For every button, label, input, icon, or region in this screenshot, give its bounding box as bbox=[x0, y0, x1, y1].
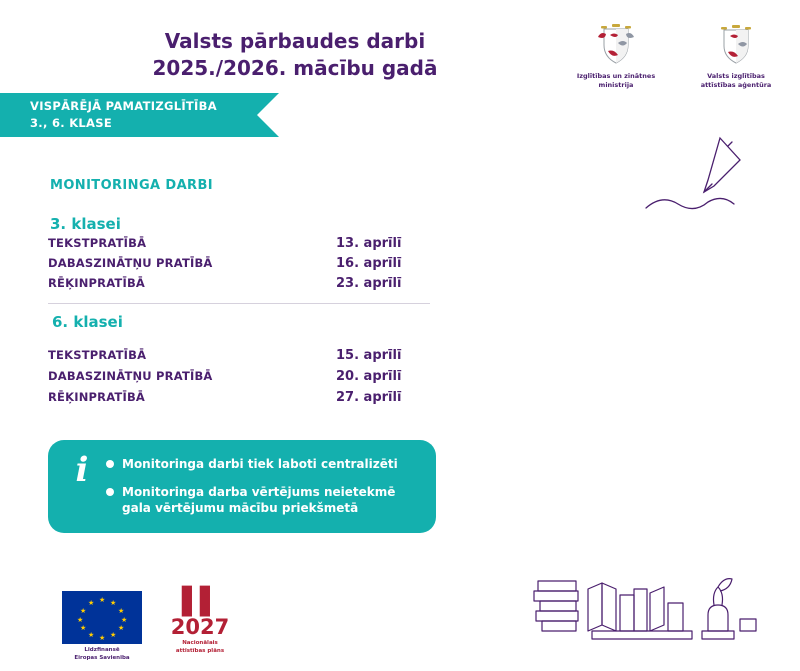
vizda-caption: Valsts izglītības attīstības aģentūra bbox=[700, 72, 772, 89]
grade-6-title: 6. klasei bbox=[52, 313, 123, 331]
table-row bbox=[48, 236, 428, 256]
subject-label: DABASZINĀTŅU PRATĪBĀ bbox=[48, 369, 213, 383]
education-level-banner bbox=[0, 93, 257, 137]
pen-illustration bbox=[642, 130, 772, 234]
banner-arrow-shape bbox=[257, 93, 279, 137]
table-row bbox=[48, 256, 428, 276]
eu-funding-logo bbox=[56, 591, 148, 662]
national-development-plan-logo bbox=[150, 589, 250, 655]
izglitibas-ministrija-emblem bbox=[570, 22, 662, 90]
list-item bbox=[106, 456, 420, 472]
date-value: 23. aprīlī bbox=[336, 276, 402, 291]
info-callout bbox=[48, 440, 436, 533]
subject-label: DABASZINĀTŅU PRATĪBĀ bbox=[48, 256, 213, 270]
grade-3-title: 3. klasei bbox=[50, 215, 121, 233]
grade-3-schedule bbox=[48, 236, 428, 296]
plan-mark-icon: ▌▌ bbox=[182, 587, 218, 617]
bullet-icon bbox=[106, 488, 114, 496]
emblem-group bbox=[570, 22, 782, 90]
info-text: Monitoringa darba vērtējums neietekmē gala vērtējumu mācību priekšmetā bbox=[122, 485, 396, 516]
table-row bbox=[48, 369, 428, 390]
date-value: 15. aprīlī bbox=[336, 348, 402, 363]
date-value: 27. aprīlī bbox=[336, 390, 402, 405]
subject-label: TEKSTPRATĪBĀ bbox=[48, 236, 147, 250]
coat-of-arms-icon bbox=[690, 22, 782, 68]
subject-label: TEKSTPRATĪBĀ bbox=[48, 348, 147, 362]
plan-caption: Nacionālais attīstības plāns bbox=[175, 640, 225, 654]
info-icon: i bbox=[75, 450, 89, 490]
eu-funding-caption: Līdzfinansē Eiropas Savienība bbox=[74, 647, 130, 661]
date-value: 13. aprīlī bbox=[336, 236, 402, 251]
list-item bbox=[106, 484, 420, 516]
date-value: 20. aprīlī bbox=[336, 369, 402, 384]
grade-6-schedule bbox=[48, 348, 428, 411]
coat-of-arms-icon bbox=[570, 22, 662, 68]
izglitibas-ministrija-caption: Izglītības un zinātnes ministrija bbox=[576, 72, 656, 89]
table-row bbox=[48, 276, 428, 296]
plan-year: 2027 bbox=[170, 615, 230, 639]
bullet-icon bbox=[106, 460, 114, 468]
table-row bbox=[48, 348, 428, 369]
subject-label: RĒĶINPRATĪBĀ bbox=[48, 390, 146, 404]
banner-line2: 3., 6. KLASE bbox=[30, 116, 112, 130]
vizda-emblem bbox=[690, 22, 782, 90]
section-divider bbox=[48, 303, 430, 304]
page-title-line2: 2025./2026. mācību gadā bbox=[152, 56, 438, 80]
subject-label: RĒĶINPRATĪBĀ bbox=[48, 276, 146, 290]
banner-line1: VISPĀRĒJĀ PAMATIZGLĪTĪBA bbox=[30, 99, 217, 114]
page-title bbox=[0, 28, 590, 82]
page-title-line1: Valsts pārbaudes darbi bbox=[164, 29, 426, 53]
date-value: 16. aprīlī bbox=[336, 256, 402, 271]
section-title: MONITORINGA DARBI bbox=[50, 178, 214, 193]
books-illustration bbox=[532, 559, 762, 653]
info-text: Monitoringa darbi tiek laboti centralizēti bbox=[122, 457, 398, 471]
table-row bbox=[48, 390, 428, 411]
eu-flag-icon: ★ ★ ★ ★ ★ ★ ★ ★ ★ ★ ★ ★ bbox=[62, 591, 142, 644]
